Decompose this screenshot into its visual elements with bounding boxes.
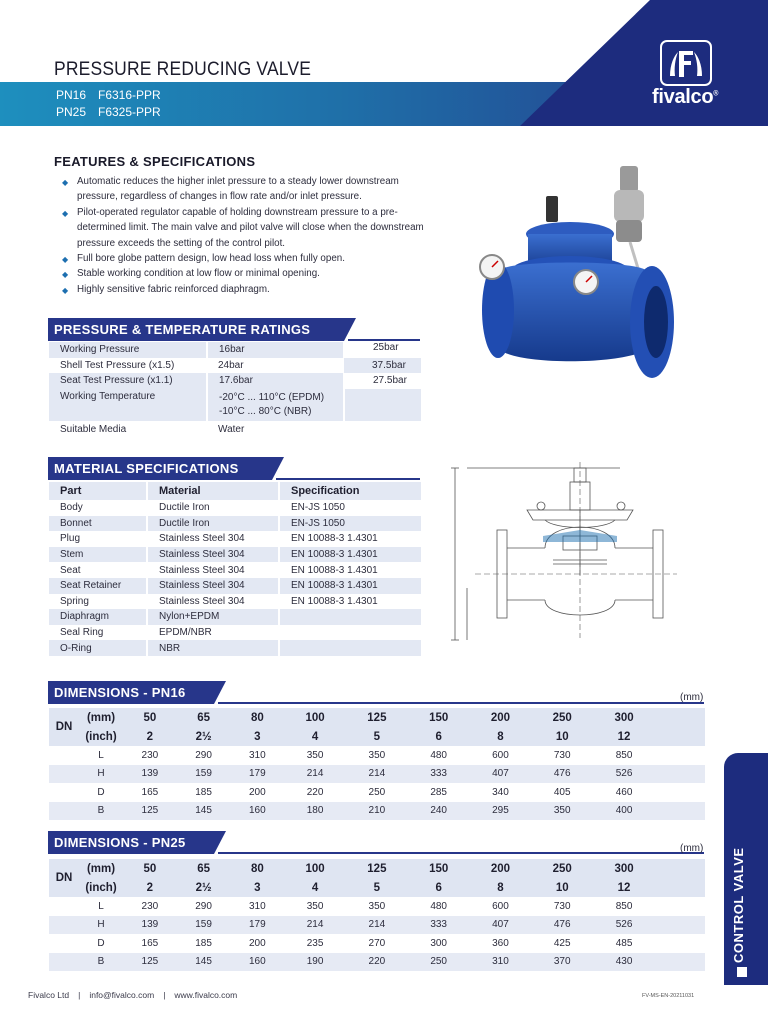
dimension-cell: 295 (470, 802, 532, 821)
dimension-cell: 200 (248, 786, 266, 798)
dimension-cell: 370 (531, 953, 593, 972)
dimension-cell: 220 (346, 953, 408, 972)
dimension-cell: 160 (230, 953, 284, 972)
material-cell: Ductile Iron (147, 500, 279, 516)
dimension-label: L (98, 900, 104, 912)
dims-pn25-table (49, 859, 705, 971)
dimension-cell: 270 (368, 937, 386, 949)
model-line-pn25 (56, 105, 161, 119)
dn-mm-cell: 65 (177, 859, 231, 878)
footer-company: Fivalco Ltd (28, 990, 70, 1000)
section-rule (348, 339, 420, 341)
table-row (49, 358, 421, 374)
table-row (49, 578, 421, 594)
dimension-cell: 430 (593, 953, 655, 972)
table-row (49, 516, 421, 532)
dimension-label: H (79, 916, 123, 935)
table-row (49, 562, 421, 578)
page-title: PRESSURE REDUCING VALVE (54, 59, 312, 80)
section-title: DIMENSIONS - PN16 (54, 685, 186, 700)
spacer-cell (655, 708, 705, 727)
bullet-icon: ◆ (62, 270, 69, 280)
dimension-cell: 160 (230, 802, 284, 821)
feature-text: Highly sensitive fabric reinforced diaphragm. (77, 283, 270, 295)
dimension-cell: 180 (284, 802, 346, 821)
feature-text: Full bore globe pattern design, low head loss when fully open. (77, 253, 345, 265)
pn-rating: PN25 (56, 105, 87, 119)
dn-inch-cell: 12 (593, 878, 655, 897)
dn-mm-cell: 80 (230, 859, 284, 878)
section-rule (218, 702, 704, 704)
table-row (49, 746, 705, 765)
unit-mm-label: (mm) (79, 708, 123, 727)
document-id: FV-MS-EN-20211031 (642, 993, 695, 999)
dimension-cell: 730 (553, 900, 571, 912)
dn-mm-cell: 125 (346, 859, 408, 878)
rating-label: Seat Test Pressure (x1.1) (49, 373, 207, 389)
dimension-cell: 460 (615, 786, 633, 798)
table-row (49, 373, 421, 389)
bullet-icon: ◆ (62, 208, 69, 218)
specification-cell: EN 10088-3 1.4301 (279, 547, 421, 563)
dn-mm-cell: 300 (593, 859, 655, 878)
table-header-row (49, 878, 705, 897)
materials-table (49, 482, 421, 656)
feature-item (60, 266, 430, 281)
dimension-cell: 290 (195, 900, 212, 912)
dn-mm-cell: 50 (123, 859, 177, 878)
dimension-label: D (97, 786, 105, 798)
materials-section-header (48, 457, 420, 480)
specification-cell (279, 640, 421, 656)
brand-registered-mark: ® (713, 90, 719, 98)
side-tab-label: CONTROL VALVE (731, 847, 746, 963)
rating-label: Suitable Media (60, 424, 127, 436)
column-header-part: Part (49, 482, 147, 500)
dimension-cell: 145 (177, 953, 231, 972)
feature-item (60, 174, 430, 205)
dimension-cell: 214 (346, 765, 408, 784)
dims-pn16-table (49, 708, 705, 820)
specification-cell: EN-JS 1050 (279, 516, 421, 532)
dimension-cell: 139 (123, 916, 177, 935)
dimension-cell: 230 (141, 749, 159, 761)
dimension-cell: 240 (408, 802, 470, 821)
material-cell: Stainless Steel 304 (147, 562, 279, 578)
material-cell: Stainless Steel 304 (147, 531, 279, 547)
table-row (49, 802, 705, 821)
dimension-cell: 200 (248, 937, 266, 949)
part-cell: Seal Ring (49, 625, 147, 641)
brand-wordmark (652, 86, 718, 109)
dimension-cell: 476 (531, 916, 593, 935)
feature-text: Stable working condition at low flow or minimal opening. (77, 268, 320, 280)
section-title: PRESSURE & TEMPERATURE RATINGS (54, 322, 311, 337)
part-cell: Bonnet (49, 516, 147, 532)
dn-mm-cell: 50 (123, 708, 177, 727)
ratings-table (49, 342, 421, 439)
table-row (49, 421, 421, 439)
dimension-cell: 214 (346, 916, 408, 935)
dimension-cell: 210 (346, 802, 408, 821)
unit-inch-label: (inch) (79, 878, 123, 897)
dimension-cell: 300 (430, 937, 447, 949)
dn-mm-cell: 250 (531, 859, 593, 878)
rating-pn25-value: 25bar (344, 342, 421, 358)
material-cell: Stainless Steel 304 (147, 578, 279, 594)
unit-mm-label: (mm) (79, 859, 123, 878)
table-header-row (49, 727, 705, 746)
dn-mm-cell: 250 (531, 708, 593, 727)
dimension-cell: 407 (470, 765, 532, 784)
dn-mm-cell: 80 (230, 708, 284, 727)
dn-mm-cell: 150 (408, 859, 470, 878)
dimension-cell: 125 (123, 953, 177, 972)
dn-mm-cell: 300 (593, 708, 655, 727)
brand-logo-icon (660, 40, 712, 86)
table-row (49, 765, 705, 784)
dn-inch-cell: 5 (346, 878, 408, 897)
dn-mm-cell: 100 (284, 708, 346, 727)
dimension-cell: 340 (492, 786, 509, 798)
dimension-cell: 400 (593, 802, 655, 821)
dn-inch-cell: 4 (284, 878, 346, 897)
dimension-cell: 480 (430, 749, 447, 761)
table-row (49, 625, 421, 641)
model-code: F6316-PPR (98, 88, 161, 102)
dn-mm-cell: 100 (284, 859, 346, 878)
footer-separator: | (78, 990, 81, 1000)
rating-pn16-value: Water (218, 424, 245, 436)
dimension-cell: 250 (408, 953, 470, 972)
table-header-row (49, 859, 705, 878)
table-row (49, 547, 421, 563)
rating-pn25-value (344, 421, 421, 439)
rating-pn16-value: 16bar (207, 342, 344, 358)
dn-inch-cell: 3 (230, 727, 284, 746)
dn-label: DN (49, 708, 79, 746)
dn-mm-cell: 200 (470, 859, 532, 878)
material-cell: Stainless Steel 304 (147, 594, 279, 610)
dimension-cell: 310 (248, 749, 266, 761)
dimension-cell: 250 (368, 786, 386, 798)
dimension-label: L (98, 749, 104, 761)
material-cell: Nylon+EPDM (147, 609, 279, 625)
dimension-cell: 350 (531, 802, 593, 821)
table-header-row (49, 482, 421, 500)
dimension-cell: 145 (177, 802, 231, 821)
dimension-cell: 333 (408, 916, 470, 935)
square-marker-icon (737, 967, 747, 977)
dimension-cell: 850 (615, 749, 633, 761)
dn-inch-cell: 12 (593, 727, 655, 746)
temperature-nbr: -10°C ... 80°C (NBR) (219, 405, 312, 417)
dims-pn25-section-header (48, 831, 704, 854)
pn-rating: PN16 (56, 88, 87, 102)
dimension-cell: 285 (430, 786, 447, 798)
bullet-icon: ◆ (62, 285, 69, 295)
dn-inch-cell: 4 (284, 727, 346, 746)
dn-inch-cell: 3 (230, 878, 284, 897)
model-line-pn16 (56, 88, 161, 102)
dimension-cell: 165 (141, 937, 159, 949)
rating-pn25-value: 27.5bar (344, 373, 421, 389)
specification-cell: EN-JS 1050 (291, 502, 345, 514)
rating-pn16-value (207, 389, 344, 421)
table-row (49, 897, 705, 916)
dimension-cell: 159 (177, 765, 231, 784)
model-code: F6325-PPR (98, 105, 161, 119)
dimension-cell: 290 (195, 749, 212, 761)
specification-cell: EN 10088-3 1.4301 (279, 578, 421, 594)
dimension-cell: 405 (553, 786, 571, 798)
dimension-cell: 407 (470, 916, 532, 935)
feature-text: Pilot-operated regulator capable of holding downstream pressure to a pre-determined limit. The main valve and pilot valve will close when the downstream pressure exceeds the setting of the control pilot. (77, 206, 424, 249)
footer-website-link[interactable]: www.fivalco.com (174, 990, 238, 1000)
ratings-section-header (48, 318, 420, 341)
dn-mm-cell: 200 (470, 708, 532, 727)
table-row (49, 500, 421, 516)
footer-email-link[interactable]: info@fivalco.com (89, 990, 155, 1000)
part-cell: O-Ring (49, 640, 147, 656)
dimension-cell: 310 (248, 900, 266, 912)
dimension-cell: 190 (284, 953, 346, 972)
section-title: MATERIAL SPECIFICATIONS (54, 461, 239, 476)
unit-note: (mm) (680, 843, 704, 854)
table-row (49, 609, 421, 625)
part-cell: Diaphragm (49, 609, 147, 625)
feature-item (60, 205, 430, 251)
dimension-label: B (79, 802, 123, 821)
dn-inch-cell: 2½ (177, 878, 231, 897)
dimension-cell: 425 (553, 937, 571, 949)
dimension-cell: 310 (470, 953, 532, 972)
dimension-cell: 235 (306, 937, 324, 949)
dimension-cell: 125 (123, 802, 177, 821)
dimension-cell: 350 (368, 749, 386, 761)
table-row (49, 531, 421, 547)
dn-mm-cell: 125 (346, 708, 408, 727)
features-list (60, 174, 430, 297)
table-row (49, 342, 421, 358)
dimension-cell: 600 (492, 900, 509, 912)
table-header-row (49, 708, 705, 727)
dn-inch-cell: 2½ (177, 727, 231, 746)
dims-pn16-section-header (48, 681, 704, 704)
table-row (49, 916, 705, 935)
part-cell: Stem (49, 547, 147, 563)
spacer-cell (655, 727, 705, 746)
dimension-cell: 165 (141, 786, 159, 798)
dimension-cell: 179 (230, 916, 284, 935)
rating-pn16-value: 17.6bar (207, 373, 344, 389)
part-cell: Spring (49, 594, 147, 610)
brand-name: fivalco (652, 86, 714, 108)
dn-inch-cell: 8 (470, 727, 532, 746)
dimension-cell: 485 (615, 937, 633, 949)
table-row (49, 594, 421, 610)
feature-text: Automatic reduces the higher inlet pressure to a steady lower downstream pressure, regardless of changes in flow rate and/or inlet pressure. (77, 176, 399, 203)
section-rule (218, 852, 704, 854)
dimension-cell: 214 (284, 765, 346, 784)
section-rule (276, 478, 420, 480)
dn-inch-cell: 2 (123, 878, 177, 897)
part-cell: Plug (49, 531, 147, 547)
table-row (49, 934, 705, 953)
dimension-cell: 476 (531, 765, 593, 784)
section-title: DIMENSIONS - PN25 (54, 835, 186, 850)
material-cell: EPDM/NBR (147, 625, 279, 641)
specification-cell (279, 625, 421, 641)
dimension-cell: 230 (141, 900, 159, 912)
part-cell: Body (49, 500, 147, 516)
dimension-cell: 159 (177, 916, 231, 935)
dimension-cell: 526 (593, 916, 655, 935)
rating-pn16-value: 24bar (218, 359, 244, 371)
dn-inch-cell: 2 (123, 727, 177, 746)
specification-cell: EN 10088-3 1.4301 (291, 533, 378, 545)
feature-item (60, 251, 430, 266)
rating-label: Working Pressure (49, 342, 207, 358)
dimension-label: D (97, 937, 105, 949)
dimension-cell: 350 (306, 749, 324, 761)
bullet-icon: ◆ (62, 255, 69, 265)
dimension-cell: 350 (368, 900, 386, 912)
dimension-cell: 179 (230, 765, 284, 784)
table-row (49, 640, 421, 656)
dn-mm-cell: 65 (177, 708, 231, 727)
temperature-epdm: -20°C ... 110°C (EPDM) (219, 391, 325, 403)
valve-technical-drawing (445, 460, 695, 650)
dn-label: DN (49, 859, 79, 897)
table-row (49, 389, 421, 421)
unit-note: (mm) (680, 692, 704, 703)
dimension-cell: 333 (408, 765, 470, 784)
dimension-cell: 480 (430, 900, 447, 912)
dimension-cell: 600 (492, 749, 509, 761)
features-title: FEATURES & SPECIFICATIONS (54, 154, 256, 169)
material-cell: Ductile Iron (147, 516, 279, 532)
dn-inch-cell: 5 (346, 727, 408, 746)
part-cell: Seat (49, 562, 147, 578)
dimension-cell: 214 (284, 916, 346, 935)
feature-item (60, 282, 430, 297)
specification-cell (279, 609, 421, 625)
part-cell: Seat Retainer (49, 578, 147, 594)
dimension-cell: 360 (492, 937, 509, 949)
footer (28, 990, 237, 1000)
dn-inch-cell: 6 (408, 727, 470, 746)
dimension-cell: 185 (195, 937, 212, 949)
dimension-cell: 526 (593, 765, 655, 784)
specification-cell: EN 10088-3 1.4301 (291, 564, 378, 576)
dimension-cell: 730 (553, 749, 571, 761)
dn-inch-cell: 10 (531, 727, 593, 746)
dimension-cell: 185 (195, 786, 212, 798)
material-cell: Stainless Steel 304 (147, 547, 279, 563)
bullet-icon: ◆ (62, 178, 69, 187)
dimension-label: B (79, 953, 123, 972)
rating-pn25-value: 37.5bar (344, 358, 421, 374)
rating-pn25-value (344, 389, 421, 421)
unit-inch-label: (inch) (79, 727, 123, 746)
column-header-specification: Specification (279, 482, 421, 500)
material-cell: NBR (147, 640, 279, 656)
dn-inch-cell: 10 (531, 878, 593, 897)
rating-label: Shell Test Pressure (x1.5) (60, 359, 175, 371)
footer-separator: | (163, 990, 166, 1000)
dimension-cell: 350 (306, 900, 324, 912)
control-valve-side-tab (724, 753, 768, 985)
specification-cell: EN 10088-3 1.4301 (291, 595, 378, 607)
dn-inch-cell: 8 (470, 878, 532, 897)
dn-inch-cell: 6 (408, 878, 470, 897)
valve-product-image (470, 160, 690, 385)
dimension-cell: 850 (615, 900, 633, 912)
dimension-label: H (79, 765, 123, 784)
spacer-cell (655, 878, 705, 897)
rating-label: Working Temperature (49, 389, 207, 421)
table-row (49, 953, 705, 972)
dimension-cell: 139 (123, 765, 177, 784)
table-row (49, 783, 705, 802)
column-header-material: Material (147, 482, 279, 500)
spacer-cell (655, 859, 705, 878)
dimension-cell: 220 (306, 786, 324, 798)
dn-mm-cell: 150 (408, 708, 470, 727)
